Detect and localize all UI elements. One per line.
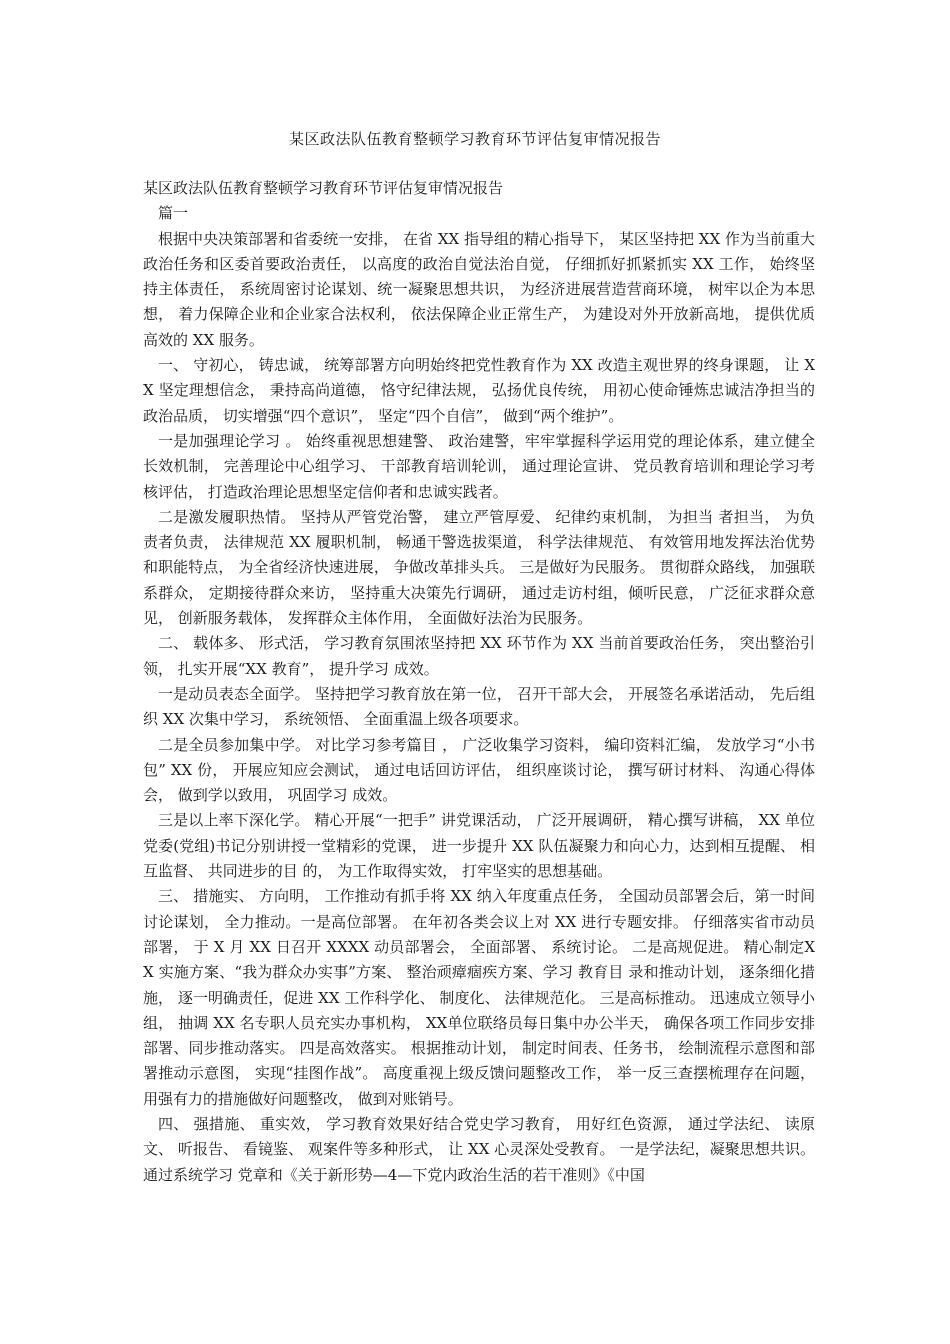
paragraph-1-2: 二是激发履职热情。 坚持从严管党治警， 建立严管厚爱、 纪律约束机制， 为担当 者担当， 为负责者负责， 法律规范 XX 履职机制， 畅通干警选拔渠道， 科学法律规范、 有效管用地发挥法治优势和职能特点， 为全省经济快速进展， 争做改革排头兵。 三是做好为民服务。 贯彻群众路线， 加强联系群众， 定期接待群众来访， 坚持重大决策先行调研， 通过走访村组，倾听民意， 广泛征求群众意见， 创新服务载体， 发挥群众主体作用， 全面做好法治为民服务。 [143, 507, 815, 628]
paragraph-2-2: 二是全员参加集中学。 对比学习参考篇目 ， 广泛收集学习资料， 编印资料汇编， 发放学习“小书包” XX 份， 开展应知应会测试， 通过电话回访评估， 组织座谈讨论， 撰写研讨材料、 沟通心得体会， 做到学以致用， 巩固学习 成效。 [143, 735, 815, 805]
document-title: 某区政法队伍教育整顿学习教育环节评估复审情况报告 [288, 130, 661, 148]
part-label: 篇一 [158, 204, 189, 223]
paragraph-section-4: 四、 强措施、 重实效， 学习教育效果好结合党史学习教育， 用好红色资源， 通过学法纪、 读原文、 听报告、 看镜鉴、 观案件等多种形式， 让 XX 心灵深处受教育。 一是学法纪，凝聚思想共识。 通过系统学习 党章和《关于新形势—4—下党内政治生活的若干准则》《中国 [143, 1114, 815, 1184]
paragraph-section-1: 一、 守初心， 铸忠诚， 统筹部署方向明始终把党性教育作为 XX 改造主观世界的终身课题， 让 XX 坚定理想信念， 秉持高尚道德， 恪守纪律法规， 弘扬优良传统， 用初心使命锤炼忠诚洁净担当的政治品质， 切实增强“四个意识”， 坚定“四个自信”， 做到“两个维护”。 [143, 356, 815, 425]
paragraph-2-3: 三是以上率下深化学。 精心开展“一把手” 讲党课活动， 广泛开展调研， 精心撰写讲稿， XX 单位党委(党组)书记分别讲授一堂精彩的党课， 进一步提升 XX 队伍凝聚力和向心力，达到相互提醒、 相互监督、 共同进步的目 的， 为工作取得实效， 打牢坚实的思想基础。 [143, 811, 815, 881]
paragraph-1-1: 一是加强理论学习 。 始终重视思想建警、 政治建警，牢牢掌握科学运用党的理论体系，建立健全长效机制， 完善理论中心组学习、 干部教育培训轮训， 通过理论宣讲、 党员教育培训和理论学习考核评估， 打造政治理论思想坚定信仰者和忠诚实践者。 [143, 431, 815, 501]
paragraph-section-3: 三、 措施实、 方向明， 工作推动有抓手将 XX 纳入年度重点任务， 全国动员部署会后，第一时间讨论谋划， 全力推动。一是高位部署。 在年初各类会议上对 XX 进行专题安排。 仔细落实省市动员部署， 于 X 月 XX 日召开 XXXX 动员部署会， 全面部署、 系统讨论。 二是高规促进。 精心制定XX 实施方案、“我为群众办实事”方案、 整治顽瘴痼疾方案、学习 教育目 录和推动计划， 逐条细化措施， 逐一明确责任，促进 XX 工作科学化、 制度化、 法律规范化。 三是高标推动。 迅速成立领导小组， 抽调 XX 名专职人员充实办事机构， XX单位联络员每日集中办公半天， 确保各项工作同步安排部署、同步推动落实。 四是高效落实。 根据推动计划， 制定时间表、任务书， 绘制流程示意图和部署推动示意图， 实现“挂图作战”。 高度重视上级反馈问题整改工作， 举一反三查摆梳理存在问题， 用强有力的措施做好问题整改， 做到对账销号。 [143, 887, 815, 1108]
paragraph-section-2: 二、 载体多、 形式活， 学习教育氛围浓坚持把 XX 环节作为 XX 当前首要政治任务， 突出整治引领， 扎实开展“XX 教育”， 提升学习 成效。 [143, 634, 815, 678]
document-subtitle: 某区政法队伍教育整顿学习教育环节评估复审情况报告 [143, 179, 504, 197]
paragraph-2-1: 一是动员表态全面学。 坚持把学习教育放在第一位， 召开干部大会， 开展签名承诺活动， 先后组织 XX 次集中学习， 系统领悟、 全面重温上级各项要求。 [143, 684, 815, 729]
paragraph-intro: 根据中央决策部署和省委统一安排， 在省 XX 指导组的精心指导下， 某区坚持把 XX 作为当前重大政治任务和区委首要政治责任， 以高度的政治自觉法治自觉， 仔细抓好抓紧抓实 XX 工作， 始终坚持主体责任， 系统周密讨论谋划、统一凝聚思想共识， 为经济进展营造营商环境， 树牢以企为本思想， 着力保障企业和企业家合法权利， 依法保障企业正常生产， 为建设对外开放新高地， 提供优质高效的 XX 服务。 [143, 229, 815, 349]
document-body [143, 176, 815, 1188]
